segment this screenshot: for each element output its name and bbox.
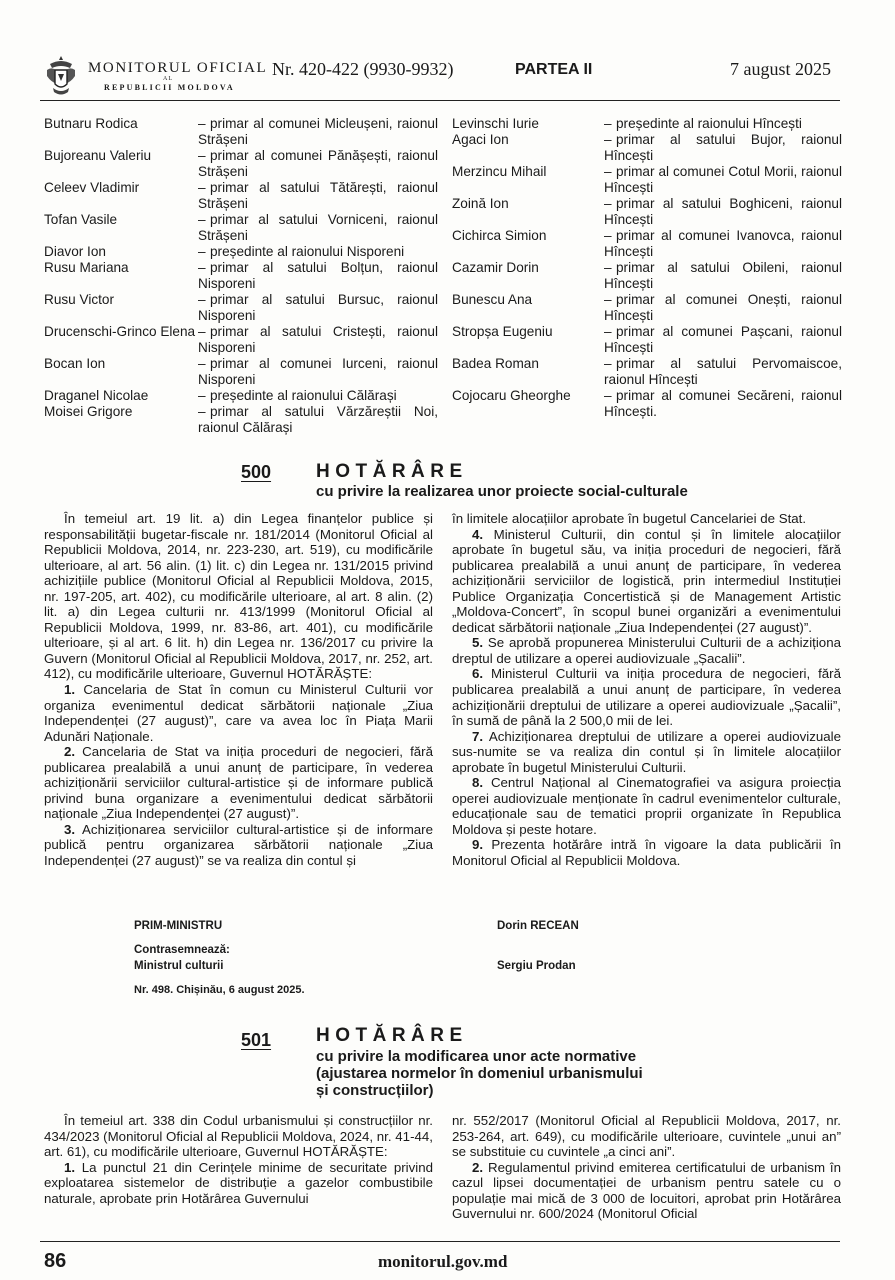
appointee-position [198, 260, 438, 292]
paragraph-text: Ministerul Culturii, din contul și în limitele alocațiilor aprobate în bugetul său, va iniția proceduri de negocieri, fără publicarea prealabilă a unui anunț de participare, în vederea achiziționării serviciilor de logistică, prin intermediul Instituției Publice Organizația Concertistică și de Management Artistic „Moldova-Concert”, în scopul bunei organizări a evenimentului dedicat sărbătorii naționale „Ziua Independenței (27 august)”. [452, 526, 841, 635]
decree-501-subtitle-1: cu privire la modificarea unor acte normative [316, 1048, 637, 1065]
decree-paragraph [452, 775, 841, 837]
decree-paragraph [452, 837, 841, 868]
appointee-name: Badea Roman [452, 356, 539, 371]
paragraph-number: 8. [472, 775, 484, 791]
publication-title: MONITORUL OFICIAL [88, 60, 268, 76]
appointee-position [604, 292, 842, 324]
decree-paragraph [452, 666, 841, 728]
dash-separator: – [604, 292, 612, 307]
appointee-position-text: primar al comunei Micleușeni, raionul Strășeni [198, 116, 438, 147]
dash-separator: – [198, 116, 206, 131]
decree-paragraph [452, 1160, 841, 1222]
paragraph-text: Achiziționarea dreptului de utilizare a operei audiovizuale sus-numite se va realiza din contul și în limitele alocațiilor aprobate în bugetul Ministerului Culturii. [452, 728, 841, 775]
dash-separator: – [604, 196, 612, 211]
appointee-position [198, 356, 438, 388]
appointee-name: Draganel Nicolae [44, 388, 149, 403]
appointee-position-text: primar al comunei Secăreni, raionul Hîncești. [604, 388, 842, 419]
decree-paragraph [44, 511, 433, 682]
appointee-position [604, 164, 842, 196]
appointee-position-text: primar al comunei Iurceni, raionul Nisporeni [198, 356, 438, 387]
appointee-position [198, 324, 438, 356]
paragraph-text: nr. 552/2017 (Monitorul Oficial al Republicii Moldova, 2017, nr. 253-264, art. 649), cu modificările ulterioare, cuvintele „unui an” se substituie cu cuvintele „a cinci ani”. [452, 1113, 841, 1160]
appointee-position [604, 196, 842, 228]
paragraph-text: În temeiul art. 338 din Codul urbanismului și construcțiilor nr. 434/2023 (Monitorul Oficial al Republicii Moldova, 2024, nr. 41-44, art. 61), cu modificările ulterioare, Guvernul HOTĂRĂȘTE: [44, 1113, 433, 1160]
appointee-list-left [44, 116, 439, 441]
appointee-name: Zoină Ion [452, 196, 509, 211]
appointee-position-text: primar al satului Boghiceni, raionul Hîncești [604, 196, 842, 227]
issue-number: Nr. 420-422 (9930-9932) [272, 59, 454, 79]
pm-name: Dorin RECEAN [497, 920, 579, 932]
decree-500-reference: Nr. 498. Chișinău, 6 august 2025. [134, 984, 305, 996]
dash-separator: – [198, 324, 206, 339]
dash-separator: – [604, 132, 612, 147]
decree-500-subtitle: cu privire la realizarea unor proiecte social-culturale [316, 483, 688, 500]
coat-of-arms-logo [44, 54, 78, 98]
paragraph-number: 7. [472, 728, 484, 744]
dash-separator: – [198, 148, 206, 163]
paragraph-number: 1. [64, 1159, 76, 1175]
appointee-position-text: primar al satului Cristești, raionul Nisporeni [198, 324, 438, 355]
dash-separator: – [604, 260, 612, 275]
paragraph-number: 4. [472, 526, 484, 542]
dash-separator: – [198, 212, 206, 227]
paragraph-text: Achiziționarea serviciilor cultural-artistice și de informare publică pentru organizarea sărbătorii naționale „Ziua Independenței (27 august)” se va realiza din contul și [44, 821, 434, 869]
decree-paragraph [452, 527, 841, 636]
paragraph-text: Ministerul Culturii va iniția procedura de negocieri, fără publicarea prealabilă a unui anunț de participare, în vederea achiziționării dreptului de utilizare a operei audiovizuale „Șacalii”, în sumă de până la 2 500,0 mii de lei. [452, 666, 841, 729]
appointee-position [198, 388, 438, 404]
appointee-name: Bocan Ion [44, 356, 106, 371]
appointee-position-text: primar al satului Vărzăreștii Noi, raionul Călărași [198, 404, 438, 435]
paragraph-text: În temeiul art. 19 lit. a) din Legea finanțelor publice și responsabilității bugetar-fiscale nr. 181/2014 (Monitorul Oficial al Republicii Moldova, 2014, nr. 223-230, art. 519), cu modificările ulterioare, al art. 56 alin. (1) lit. c) din Legea nr. 131/2015 privind achizițiile publice (Monitorul Oficial al Republicii Moldova, 2015, nr. 197-205, art. 402), cu modificările ulterioare, al art. 8 alin. (2) lit. a) din Legea culturii nr. 413/1999 (Monitorul Oficial al Republicii Moldova, 1999, nr. 83-86, art. 401), cu modificările ulterioare, și al art. 6 lit. h) din Legea nr. 136/2017 cu privire la Guvern (Monitorul Oficial al Republicii Moldova, 2017, nr. 252, art. 412), cu modificările ulterioare, Guvernul HOTĂRĂȘTE: [44, 511, 433, 682]
appointee-position [198, 404, 438, 436]
countersign-label: Contrasemnează: [134, 944, 230, 956]
dash-separator: – [604, 388, 612, 403]
decree-501-left-column [44, 1113, 433, 1206]
appointee-position-text: președinte al raionului Călărași [210, 388, 397, 403]
appointee-name: Diavor Ion [44, 244, 106, 259]
decree-500-left-column [44, 511, 433, 869]
decree-paragraph [452, 635, 841, 666]
paragraph-number: 6. [472, 666, 484, 682]
appointee-name: Moisei Grigore [44, 404, 133, 419]
appointee-position-text: primar al satului Obileni, raionul Hîncești [604, 260, 842, 291]
appointee-position [604, 356, 842, 388]
appointee-position [604, 388, 842, 420]
appointee-position [198, 244, 438, 260]
paragraph-number: 3. [64, 821, 76, 837]
appointee-position-text: președinte al raionului Nisporeni [210, 244, 405, 259]
appointee-name: Bujoreanu Valeriu [44, 148, 152, 163]
appointee-name: Cichirca Simion [452, 228, 547, 243]
appointee-position [198, 212, 438, 244]
appointee-name: Levinschi Iurie [452, 116, 539, 131]
paragraph-text: în limitele alocațiilor aprobate în bugetul Cancelariei de Stat. [452, 511, 807, 526]
paragraph-text: Se aprobă propunerea Ministerului Culturii de a achiziționa dreptul de utilizare a operei audiovizuale „Șacalii”. [452, 635, 841, 666]
appointee-position-text: primar al satului Pervomaiscoe, raionul Hîncești [604, 356, 842, 387]
paragraph-number: 2. [472, 1159, 484, 1175]
appointee-list-right [452, 116, 842, 426]
appointee-name: Cazamir Dorin [452, 260, 539, 275]
dash-separator: – [604, 228, 612, 243]
dash-separator: – [198, 244, 206, 259]
decree-paragraph [452, 511, 841, 527]
appointee-name: Bunescu Ana [452, 292, 533, 307]
dash-separator: – [198, 292, 206, 307]
paragraph-text: Regulamentul privind emiterea certificatului de urbanism în cazul lipsei documentației de urbanism pentru satele cu o populație mai mică de 3 000 de locuitori, aprobat prin Hotărârea Guvernului nr. 600/2024 (Monitorul Oficial [452, 1159, 841, 1222]
decree-501-number: 501 [241, 1030, 272, 1050]
paragraph-number: 2. [64, 744, 76, 760]
paragraph-number: 1. [64, 682, 76, 698]
appointee-position [198, 116, 438, 148]
appointee-name: Drucenschi-Grinco Elena [44, 324, 196, 339]
appointee-name: Cojocaru Gheorghe [452, 388, 571, 403]
decree-500-number: 500 [241, 462, 272, 482]
decree-501-subtitle-3: și construcțiilor) [316, 1082, 434, 1099]
paragraph-number: 9. [472, 837, 484, 853]
appointee-position [198, 292, 438, 324]
appointee-position-text: primar al satului Vorniceni, raionul Strășeni [198, 212, 438, 243]
appointee-name: Rusu Mariana [44, 260, 129, 275]
appointee-name: Butnaru Rodica [44, 116, 138, 131]
publication-title-al: AL [163, 76, 173, 82]
decree-paragraph [44, 822, 433, 869]
part-label: PARTEA II [515, 61, 593, 78]
dash-separator: – [198, 180, 206, 195]
minister-name: Sergiu Prodan [497, 960, 576, 972]
dash-separator: – [604, 164, 612, 179]
dash-separator: – [604, 324, 612, 339]
appointee-position-text: primar al satului Bujor, raionul Hîncești [604, 132, 842, 163]
appointee-name: Rusu Victor [44, 292, 115, 307]
appointee-position-text: primar al comunei Onești, raionul Hîncești [604, 292, 842, 323]
decree-500-right-column [452, 511, 841, 869]
paragraph-text: Cancelaria de Stat va iniția proceduri de negocieri, fără publicarea prealabilă a unui anunț de participare, în vederea achiziționării serviciilor cultural-artistice și de informare publică privind buna organizare a evenimentului dedicat sărbătorii naționale „Ziua Independenței (27 august)”. [44, 744, 433, 822]
appointee-position-text: primar al satului Bolțun, raionul Nisporeni [198, 260, 438, 291]
decree-paragraph [44, 1113, 433, 1160]
decree-paragraph [44, 682, 433, 744]
minister-label: Ministrul culturii [134, 960, 224, 972]
paragraph-number: 5. [472, 635, 484, 651]
appointee-name: Stropșa Eugeniu [452, 324, 553, 339]
decree-501-keyword: HOTĂRÂRE [316, 1025, 468, 1046]
appointee-name: Celeev Vladimir [44, 180, 140, 195]
appointee-position [604, 228, 842, 260]
publication-subtitle: REPUBLICII MOLDOVA [104, 83, 235, 92]
appointee-position-text: președinte al raionului Hîncești [616, 116, 802, 131]
issue-date: 7 august 2025 [730, 59, 831, 79]
appointee-name: Tofan Vasile [44, 212, 118, 227]
appointee-position [198, 180, 438, 212]
header-rule [40, 100, 840, 101]
decree-paragraph [44, 744, 433, 822]
pm-label: PRIM-MINISTRU [134, 920, 223, 932]
decree-paragraph [452, 1113, 841, 1160]
appointee-name: Merzincu Mihail [452, 164, 547, 179]
dash-separator: – [198, 404, 206, 419]
decree-501-subtitle-2: (ajustarea normelor în domeniul urbanismului [316, 1065, 643, 1082]
appointee-position-text: primar al satului Bursuc, raionul Nisporeni [198, 292, 438, 323]
appointee-name: Agaci Ion [452, 132, 509, 147]
footer-rule [40, 1241, 840, 1242]
appointee-position [604, 116, 842, 132]
dash-separator: – [604, 116, 612, 131]
appointee-position [198, 148, 438, 180]
decree-500-keyword: HOTĂRÂRE [316, 461, 468, 482]
appointee-position [604, 132, 842, 164]
dash-separator: – [198, 356, 206, 371]
paragraph-text: Cancelaria de Stat în comun cu Ministerul Culturii vor organiza evenimentul dedicat sărbătorii naționale „Ziua Independenței (27 august)”, care va avea loc în Piața Marii Adunări Naționale. [44, 682, 433, 744]
appointee-position-text: primar al comunei Pașcani, raionul Hîncești [604, 324, 842, 355]
appointee-position-text: primar al comunei Pănășești, raionul Strășeni [198, 148, 438, 179]
appointee-position-text: primar al comunei Cotul Morii, raionul Hîncești [604, 164, 842, 195]
paragraph-text: Centrul Național al Cinematografiei va asigura proiecția operei audiovizuale menționate în cadrul evenimentelor culturale, educaționale sau de tematici proprii organizate în Republica Moldova și peste hotare. [452, 775, 841, 837]
dash-separator: – [604, 356, 612, 371]
dash-separator: – [198, 260, 206, 275]
appointee-position-text: primar al comunei Ivanovca, raionul Hîncești [604, 228, 842, 259]
dash-separator: – [198, 388, 206, 403]
decree-501-right-column [452, 1113, 841, 1222]
appointee-position [604, 324, 842, 356]
decree-paragraph [44, 1160, 433, 1207]
appointee-position-text: primar al satului Tătărești, raionul Strășeni [198, 180, 438, 211]
paragraph-text: La punctul 21 din Cerințele minime de securitate privind exploatarea sistemelor de distribuție a gazelor combustibile naturale, aprobate prin Hotărârea Guvernului [44, 1159, 433, 1206]
footer-website: monitorul.gov.md [378, 1252, 508, 1271]
appointee-position [604, 260, 842, 292]
paragraph-text: Prezenta hotărâre intră în vigoare la data publicării în Monitorul Oficial al Republicii Moldova. [452, 837, 841, 869]
page-number: 86 [44, 1250, 67, 1272]
decree-paragraph [452, 729, 841, 776]
